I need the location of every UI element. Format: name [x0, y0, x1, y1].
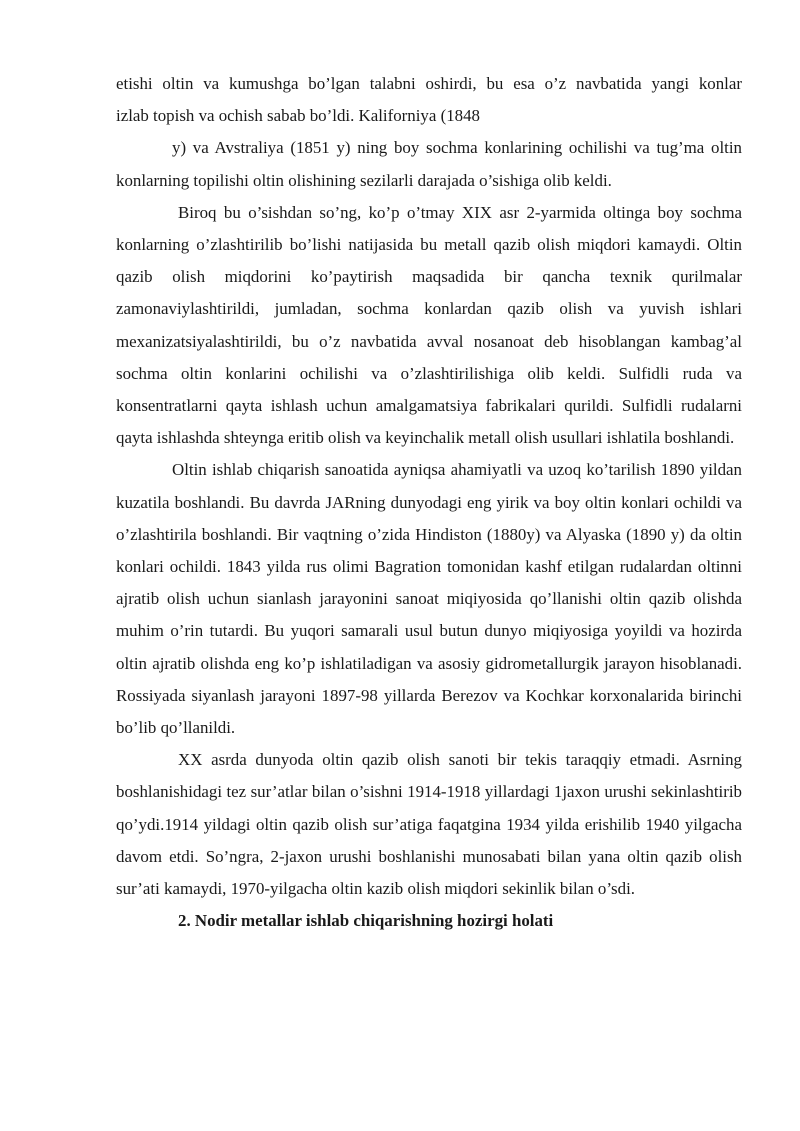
- paragraph-continuation: y) va Avstraliya (1851 y) ning boy sochma konlarining ochilishi va tug’ma oltin konlarning topilishi oltin olishining sezilarli darajada o’sishiga olib keldi.: [116, 138, 742, 190]
- paragraph: Biroq bu o’sishdan so’ng, ko’p o’tmay XIX asr 2-yarmida oltinga boy sochma konlarning o’zlashtirilib bo’lishi natijasida bu metall qazib olish miqdori kamaydi. Oltin qazib olish miqdorini ko’paytirish maqsadida bir qancha texnik qurilmalar zamonaviylashtirildi, jumladan, sochma konlardan qazib olish va yuvish ishlari mexanizatsiyalashtirildi, bu o’z navbatida avval nosanoat deb hisoblangan kambag’al sochma oltin konlarini ochilishi va o’zlashtirilishiga olib keldi. Sulfidli ruda va konsentratlarni qayta ishlash uchun amalgamatsiya fabrikalari qurildi. Sulfidli rudalarni qayta ishlashda shteynga eritib olish va keyinchalik metall olish usullari ishlatila boshlandi.: [116, 202, 742, 448]
- opening-line-2: izlab topish va ochish sabab bo’ldi. Kaliforniya (1848: [116, 106, 481, 126]
- opening-line-1: etishi oltin va kumushga bo’lgan talabni oshirdi, bu esa o’z navbatida yangi konlar: [116, 74, 742, 93]
- document-page: [116, 68, 742, 937]
- paragraph: Oltin ishlab chiqarish sanoatida ayniqsa ahamiyatli va uzoq ko’tarilish 1890 yildan kuzatila boshlandi. Bu davrda JARning dunyodagi eng yirik va boy oltin konlari ochildi va o’zlashtirila boshlandi. Bir vaqtning o’zida Hindiston (1880y) va Alyaska (1890 y) da oltin konlari ochildi. 1843 yilda rus olimi Bagration tomonidan kashf etilgan rudalardan oltinni ajratib olish uchun sianlash jarayonini sanoat miqiyosida qo’llanishi oltin qazib olishda muhim o’rin tutardi. Bu yuqori samarali usul butun dunyo miqiyosiga yoyildi va hozirda oltin ajratib olishda eng ko’p ishlatiladigan va asosiy gidrometallurgik jarayon hisoblanadi. Rossiyada siyanlash jarayoni 1897-98 yillarda Berezov va Kochkar korxonalarida birinchi bo’lib qo’llanildi.: [116, 460, 742, 738]
- paragraph: XX asrda dunyoda oltin qazib olish sanoti bir tekis taraqqiy etmadi. Asrning boshlanishidagi tez sur’atlar bilan o’sishni 1914-1918 yillardagi 1jaxon urushi sekinlashtirib qo’ydi.1914 yildagi oltin qazib olish sur’atiga faqatgina 1934 yilda erishilib 1940 yilgacha davom etdi. So’ngra, 2-jaxon urushi boshlanishi munosabati bilan yana oltin qazib olish sur’ati kamaydi, 1970-yilgacha oltin kazib olish miqdori sekinlik bilan o’sdi.: [116, 750, 742, 899]
- section-heading: 2. Nodir metallar ishlab chiqarishning hozirgi holati: [178, 911, 554, 931]
